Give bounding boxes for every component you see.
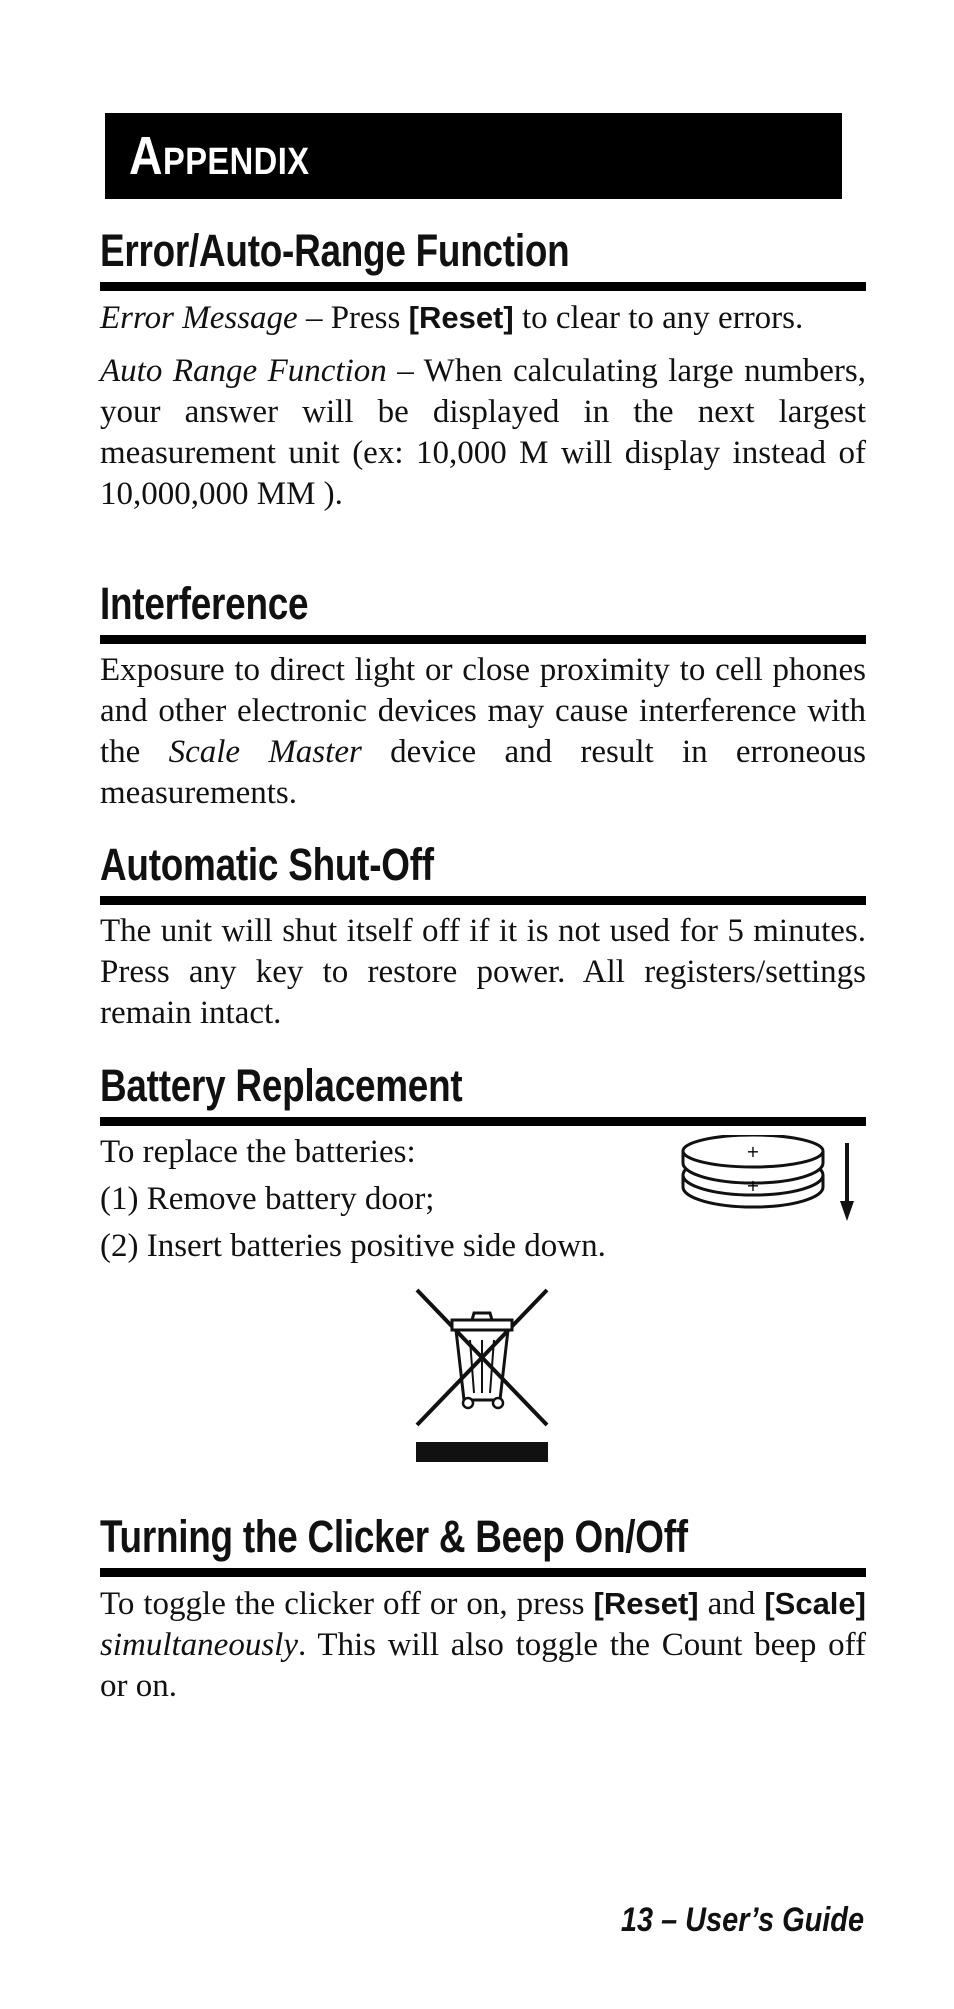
page-number-label: 13 – User’s Guide	[620, 1901, 864, 1939]
reset-key-label: [Reset]	[408, 300, 514, 335]
page-footer	[578, 1900, 864, 1940]
automatic-shutoff-section	[100, 836, 866, 1034]
plus-sign-bottom: +	[746, 1176, 760, 1195]
battery-step-2: (2) Insert batteries positive side down.	[100, 1228, 606, 1264]
auto-range-paragraph: Auto Range Function – When calculating large numbers, your answer will be displayed in the next largest measurement unit (ex: 10,000 M will display instead of 10,000,000 MM ).	[100, 353, 866, 512]
battery-step-1: (1) Remove battery door;	[100, 1181, 435, 1217]
interference-section	[100, 575, 866, 814]
clicker-beep-section	[100, 1508, 866, 1707]
reset-key-label: [Reset]	[593, 1586, 699, 1621]
error-message-paragraph: Error Message – Press [Reset] to clear to any errors.	[100, 300, 804, 336]
section-heading: Turning the Clicker & Beep On/Off	[100, 1508, 866, 1577]
product-name: Scale Master	[168, 734, 362, 770]
section-heading: Interference	[100, 575, 866, 644]
scale-key-label: [Scale]	[764, 1586, 866, 1621]
plus-sign-top: +	[746, 1142, 760, 1161]
simultaneously-text: simultaneously	[100, 1627, 298, 1663]
weee-crossed-bin-icon	[412, 1285, 552, 1465]
appendix-banner	[105, 113, 842, 199]
coin-battery-icon	[680, 1135, 860, 1225]
auto-range-label: Auto Range Function	[100, 353, 387, 389]
error-auto-range-section	[100, 222, 866, 515]
section-heading: Automatic Shut-Off	[100, 836, 866, 905]
appendix-title: Appendix	[129, 126, 310, 186]
battery-step-intro: To replace the batteries:	[100, 1134, 416, 1170]
shutoff-paragraph: The unit will shut itself off if it is not used for 5 minutes. Press any key to restore power. All registers/settings remain intact.	[100, 913, 866, 1031]
section-heading: Error/Auto-Range Function	[100, 222, 866, 291]
section-heading: Battery Replacement	[100, 1057, 866, 1126]
interference-paragraph: Exposure to direct light or close proximity to cell phones and other electronic devices may cause interference with the Scale Master device and result in erroneous measurements.	[100, 652, 866, 811]
clicker-paragraph: To toggle the clicker off or on, press [Reset] and [Scale] simultaneously. This will also toggle the Count beep off or on.	[100, 1586, 866, 1704]
error-message-label: Error Message	[100, 300, 298, 336]
